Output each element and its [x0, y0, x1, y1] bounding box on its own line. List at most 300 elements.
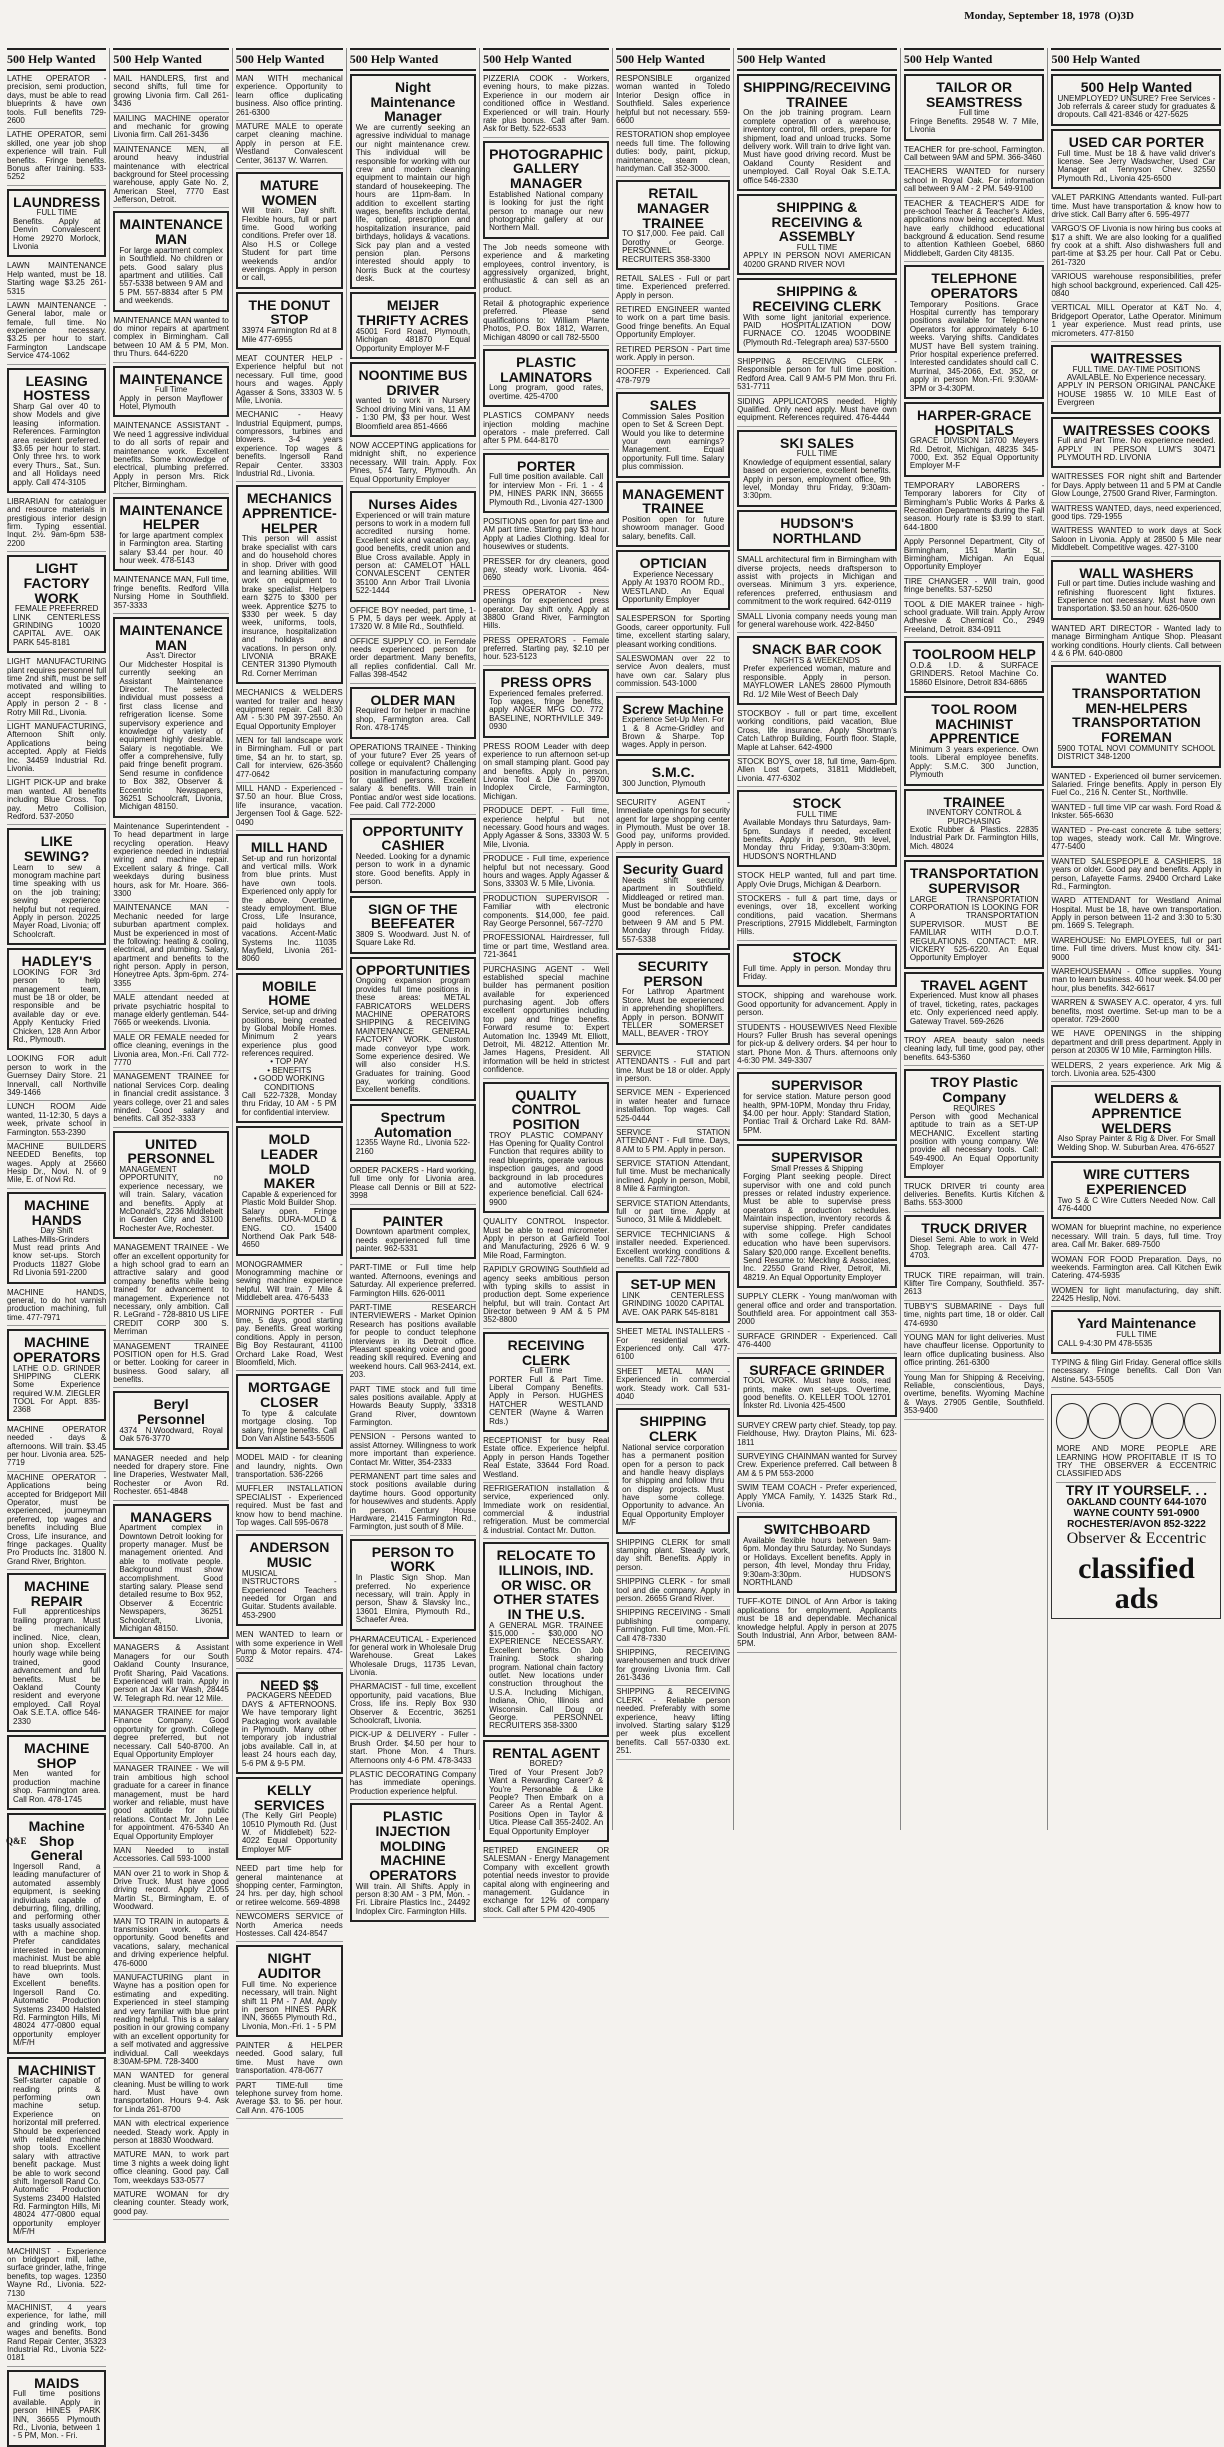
display-ad	[350, 491, 476, 602]
classified-ad: LAWN MAINTENANCE - General labor, male or female, full time. No experience necessary. $3.25 per hour to start. Farmington Landscape Service 474-1062	[7, 300, 106, 365]
display-ad	[904, 74, 1045, 141]
display-ad	[737, 278, 897, 353]
display-ad	[737, 1144, 897, 1288]
ad-title: LAUNDRESS	[13, 193, 101, 210]
ad-subtitle: Day Shift	[40, 1226, 73, 1236]
display-ad	[350, 896, 476, 954]
classified-ad: MUFFLER INSTALLATION SPECIALIST - Experienced required. Must be fast and know how to bend machine. Top wages. Call 595-0678	[236, 1483, 343, 1531]
ad-body: TO $17,000. Fee paid. Call Dorothy or George. PERSONNEL RECRUITERS 358-3300	[622, 229, 725, 264]
ad-body: With some light janitorial experience. PAID HOSPITALIZATION DOW FURNACE CO. 12045 WOODBINE (Plymouth Rd.-Telegraph area) 537-5500	[743, 312, 891, 347]
ad-subtitle: FULL TIME	[36, 208, 77, 218]
ad-title: MAINTENANCE MAN	[119, 622, 223, 653]
display-ad	[616, 759, 730, 794]
classified-ad: WAITRESS WANTED, days, need experienced, good tips. 729-1955	[1051, 503, 1221, 526]
ad-body: Prefer experienced woman, mature and responsible. Apply in person. MAYFLOWER LANES 28600 Plymouth Rd. 1/2 Mile West of Beech Daly	[743, 664, 891, 699]
display-ad	[236, 485, 343, 684]
ad-body: Tired of Your Present Job? Want a Rewarding Career? & You're Personable & Like People? Then Embark on a Career As a Rental Agent. Positions Open in Taylor & Utica. Please Call 355-2402. An Equal Opportunity Employer	[489, 1767, 604, 1836]
display-ad	[616, 1408, 730, 1533]
ad-body: Apply in person Mayflower Hotel, Plymouth	[119, 393, 223, 411]
ad-body: Diesel Semi. Able to work in Weld Shop. Telegraph area. Call 477-4703.	[909, 1234, 1039, 1261]
ad-title: Spectrum Automation	[374, 1108, 452, 1140]
classified-ad: WAITRESSES FOR night shift and Bartender for Days. Apply between 11 and 5 PM at Candle Glow Lounge, 27500 Grand River, Farmington.	[1051, 471, 1221, 502]
classified-ad: TUFF-KOTE DINOL of Ann Arbor is taking applications for employment. Applicants must be 18 and dependable. Mechanical knowledge helpful. Apply in person at 2075 South Industrial, Ann Arbor, between 8AM-5PM.	[737, 1596, 897, 1652]
classified-ad: Apply Personnel Department, City of Birmingham, 151 Martin St., Birmingham, Michigan. An Equal Opportunity Employer	[904, 536, 1045, 576]
classified-ad: MEN for fall landscape work in Birmingham. Full or part time, $4 an hr. to start, sp. Call for interview, 626-3560 477-0642	[236, 735, 343, 783]
classified-ad: MAIL HANDLERS, first and second shifts, full time for growing Livonia firm. Call 261-3436	[113, 73, 228, 113]
classified-ad: WARREN & SWASEY A.C. operator, 4 yrs. full benefits, most overtime. Set-up man to be a operator. 729-2600	[1051, 997, 1221, 1028]
classified-ad: MANUFACTURING plant in Wayne has a position open for estimating and expediting. Experienced in steel stamping and very familiar with blue print reading helpful. This is a salary position in our growing company with an excellent opportunity for a self motivated and aggressive individual. Call weekdays 8:30AM-5PM. 728-3400	[113, 1972, 228, 2070]
ad-title: OPPORTUNITY CASHIER	[362, 822, 464, 854]
display-ad	[350, 1208, 476, 1260]
ad-body: APPLY IN PERSON ORIGINAL PANCAKE HOUSE 19855 W. 10 MILE East of Evergreen	[1057, 381, 1216, 408]
ad-title: KELLY SERVICES	[254, 1781, 325, 1813]
ad-title: WELDERS & APPRENTICE WELDERS	[1091, 1090, 1182, 1136]
ad-bullet: • TOP PAY	[270, 1057, 309, 1067]
classified-ad: PART-TIME or Full time help wanted. Afternoons, evenings and Saturday. All experience preferred. Farmington Hills. 626-0011	[350, 1262, 476, 1302]
classified-ad: MACHINIST, 4 years experience, for lathe, mill and grinding work, top wages and benefits. Bond Rand Repair Center, 35323 Industrial Rd., Livonia 522-0181	[7, 2302, 106, 2367]
ad-subtitle: PACKAGERS NEEDED	[246, 1691, 332, 1701]
ad-title: Night Maintenance Manager	[370, 79, 456, 125]
classified-ad: SERVICE STATION Attendants, full or part time. Apply at Sunoco, 31 Mile & Middlebelt.	[616, 1198, 730, 1229]
ad-body: TROY PLASTIC COMPANY Has Opening for Quality Control Function that requires ability to read blueprints, operate various inspection gauges, and good background in lab procedures and automotive electrical experience beneficial. Call 624-9900	[489, 1130, 604, 1207]
ad-body: Experienced or will train mature persons to work in a modern full accredited nursing home. Excellent sick and vacation pay, good benefits, credit union and Blue Cross available. Apply in person at: CAMELOT HALL CONVALESCENT CENTER 35100 Ann Arbor Trail Livonia 522-1444	[355, 510, 471, 596]
ad-title: ANDERSON MUSIC	[249, 1539, 330, 1571]
classified-ad: TROY AREA beauty salon needs cleaning lady, full time, good pay, other benefits. 643-5360	[904, 1035, 1045, 1066]
classified-ad: PHARMACEUTICAL - Experienced for general work in Wholesale Drug Warehouse. Great Lakes Wholesale Drugs, 11735 Levan, Livonia.	[350, 1634, 476, 1682]
ad-title: TRAINEE	[943, 793, 1005, 810]
display-ad	[616, 550, 730, 610]
classified-ad: MAILING MACHINE operator and mechanic for growing Livonia firm. Call 261-3436	[113, 113, 228, 144]
display-ad	[904, 265, 1045, 399]
ad-body: Required for helper in machine shop, Farmington area. Call Ron. 478-1745	[355, 706, 471, 733]
ad-body: Men wanted for production machine shop. Farmington area. Call Ron. 478-1745	[13, 1769, 101, 1804]
classified-ad: WANTED - full time VIP car wash. Ford Road & Inkster. 565-6630	[1051, 802, 1221, 825]
display-ad	[113, 617, 228, 818]
ad-title: MANAGEMENT TRAINEE	[622, 485, 725, 517]
display-ad	[7, 1813, 106, 2054]
display-ad	[350, 1104, 476, 1162]
display-ad	[236, 172, 343, 289]
ad-title: MACHINIST	[17, 2061, 96, 2078]
classified-ad: TRUCK TIRE repairman, will train. Klifter Tire Company, Southfield. 357-2613	[904, 1270, 1045, 1301]
classified-ad: RESTORATION shop employee needs full time. The following duties: body, paint, pickup, maintenance, steam clean, handyman. Call 352-3000.	[616, 129, 730, 177]
ad-body: Self-starter capable of reading prints & performing own machine setup. Experience on horizontal mill preferred. Should be experienced with related machine shop tools. Excellent salary with attractive benefit package. Must be able to work second shift. Ingersoll Rand Co. Automatic Production Systems 23400 Halsted Rd. Farmington Hills, Mi 48024 477-0800 equal opportunity employer M/F/H	[13, 2076, 101, 2237]
column-heading: 500 Help Wanted	[236, 48, 343, 71]
classified-ad: SMALL architectural firm in Birmingham with diverse projects, needs draftsperson to assist with projects in Michigan and overseas. Minimum 3 yrs. experience, references preferred, enthusiasm and commitment to the work required. 642-0119	[737, 554, 897, 610]
classified-ad: PLASTIC DECORATING Company has immediate openings. Production experience helpful.	[350, 1769, 476, 1800]
classified-ad: PRODUCE DEPT. - Full time, experience helpful but not necessary. Good hours and wages. Apply Agasser & Sons, 33303 W. 5 Mile, Livonia.	[483, 805, 609, 853]
classified-ad: RESPONSIBLE organized woman wanted in Toledo Interior Design office in Southfield. Sales experience helpful but not necessary. 559-6600	[616, 73, 730, 129]
ad-body: 12355 Wayne Rd., Livonia 522-2160	[355, 1138, 471, 1156]
ad-body: UNEMPLOYED? UNSURE? Free Services - Job referrals & career study for graduates & dropouts. Call 421-8346 or 427-5625	[1057, 93, 1216, 120]
classified-ad: RETIRED ENGINEER wanted to work on a part time basis. Good fringe benefits. An Equal Opportunity Employer.	[616, 304, 730, 344]
ad-title: TRANSPORTATION SUPERVISOR	[909, 865, 1039, 896]
ad-title: NIGHT AUDITOR	[257, 1950, 322, 1982]
column-heading: 500 Help Wanted	[1051, 48, 1221, 71]
ad-title: 500 Help Wanted	[1080, 79, 1193, 95]
classified-ad: PRODUCTION SUPERVISOR - Familiar with electronic components. $14,000, fee paid. Ray George Personnel, 567-7270	[483, 893, 609, 933]
classified-ad: PART TIME-full time telephone survey from home. Average $3. to $6. per hour. Call Ann. 476-1005	[236, 2080, 343, 2120]
ad-title: MAINTENANCE	[119, 370, 223, 387]
face-illustration	[1088, 1403, 1120, 1439]
classified-ad: MANAGEMENT TRAINEE for national Services Corp. dealing in financial credit assistance. 3 years college, over 21 and sales minded. Good salary and benefits. Call 352-3333	[113, 1071, 228, 1127]
ad-subtitle: INVENTORY CONTROL & PURCHASING	[926, 808, 1022, 826]
classified-ad: STOCK HELP wanted, full and part time. Apply Ovie Drugs, Michigan & Dearborn.	[737, 870, 897, 893]
classified-ad: STOCKERS - full & part time, days or evenings, over 18, excellent working conditions, paid vacation. Shermans Prescriptions, 27915 Middlebelt, Farmington Hills.	[737, 893, 897, 941]
display-ad	[483, 1082, 609, 1214]
ad-body: Position open for future showroom manager. Good salary, benefits. Call.	[622, 515, 725, 541]
classified-ad: SURVEYING CHAINMAN wanted for Survey Crew. Experience preferred. Call between 8 AM & 5 PM 553-2000	[737, 1451, 897, 1482]
display-ad	[7, 368, 106, 493]
ad-subtitle: FULL TIME	[1116, 1330, 1157, 1340]
display-ad	[1051, 74, 1221, 126]
classified-ad: PICK-UP & DELIVERY - Fuller - Brush Order. $4.50 per hour to start. Phone Mon. 4 Thurs. Afternoons only 4-6 PM. 478-3433	[350, 1729, 476, 1769]
ad-body: Available Mondays thru Saturdays, 9am-5pm. Sundays if needed, excellent benefits. Apply in person, 9th level, Monday thru Friday, 9:30am-3:30pm. HUDSON'S NORTHLAND	[743, 818, 891, 861]
classified-ad: PART TIME stock and full time sales positions available. Apply at Howards Beauty Supply, 33318 Grand River, downtown Farmington.	[350, 1384, 476, 1432]
classified-ad: TEACHERS WANTED for nursery school in Royal Oak. For information call between 9 AM - 2 PM. 549-9100	[904, 166, 1045, 197]
ad-body: Long program, good rates, overtime. 425-4700	[489, 383, 604, 401]
ad-body: Minimum 3 years experience. Own tools. Liberal employee benefits. Apply: S.M.C. 300 Junction, Plymouth	[909, 745, 1039, 780]
display-ad	[737, 1516, 897, 1593]
ad-body: Apply At 19370 ROOM RD., WESTLAND. An Equal Opportunity Employer	[622, 578, 725, 605]
display-ad	[7, 555, 106, 653]
ad-title: OLDER MAN	[370, 691, 456, 708]
ad-body: Forging Plant seeking people. Direct supervisor with one and cold punch presses or related industry experience. Must be able to supervise press operators & production schedules. Maintain inspection, inventory records & supervise shipping. Prefer candidates with some college. High School education who have been supervisors. Salary $20,000 range. Excellent benefits. Send Resume to: Meckling & Associates, Inc. 22550 Grand River, Detroit, Mi. 48219. An Equal Opportunity Employer	[743, 1172, 891, 1282]
classified-ad: SURVEY CREW party chief. Steady, top pay. Fieldhouse, Hwy. Drayton Plains, Mi. 623-1811	[737, 1420, 897, 1451]
ad-body: National service corporation has a permanent position open for a person to pack and handle heavy displays for shipping and follow thru on display projects. Must have some college. Opportunity to advance. An Equal Opportunity Employer M/F	[622, 1442, 725, 1528]
page-folio: (O)3D	[1104, 10, 1134, 22]
classified-ad: WANTED SALESPEOPLE & CASHIERS. 18 years or older. Good pay and benefits. Apply in person, Lafayette Farms. 29400 Orchard Lake Rd., Farmington.	[1051, 856, 1221, 896]
classified-ad: SHEET METAL MAN - Experienced in commercial work. Steady work. Call 531-4040	[616, 1366, 730, 1406]
promo-phone-row: ROCHESTER/AVON 852-3222	[1067, 1519, 1206, 1531]
ad-title: LIGHT FACTORY WORK	[23, 560, 90, 606]
classified-ad: NEWCOMERS SERVICE of North America needs Hostesses. Call 424-8547	[236, 1911, 343, 1942]
display-ad	[616, 481, 730, 548]
classified-ad: PRESSER for dry cleaners, good pay, steady work. Livonia. 464-0690	[483, 556, 609, 587]
classified-ad: VARIOUS warehouse responsibilities, prefer high school background, experienced. Call 425-0840	[1051, 271, 1221, 302]
classified-ad: PART-TIME RESEARCH INTERVIEWERS - Market Opinion Research has positions available for people to conduct telephone interviews in its Detroit office. Pleasant speaking voice and good reading skill required. Evening and weekend hours. Call 963-2414, ext. 203.	[350, 1302, 476, 1384]
classified-ad: WANTED - Pre-cast concrete & tube setters; top wages, steady work. Call Mr. Wingrove. 477-5400	[1051, 825, 1221, 856]
classified-ad: LIGHT PICK-UP and brake man wanted. All benefits including Blue Cross. Top pay. Metro Collision, Redford. 537-2050	[7, 777, 106, 825]
display-ad	[483, 669, 609, 738]
display-ad	[1051, 417, 1221, 469]
display-ad	[1051, 345, 1221, 414]
classified-ad: SHIPPING, RECEIVING warehousemen and truck driver for growing Livonia firm. Call 261-3436	[616, 1647, 730, 1687]
ad-title: PORTER	[516, 457, 576, 474]
ad-title: Beryl Personnel	[137, 1396, 205, 1428]
classified-ad: MAINTENANCE MAN, Full time, fringe benefits. Redford Villa Nursing Home in Southfield. 357-3333	[113, 574, 228, 614]
classified-ad: MAN with electrical experience needed. Steady work. Apply in person at 18830 Woodward.	[113, 2118, 228, 2149]
classified-ad: OPERATIONS TRAINEE - Thinking of your future? Ever 25 years of college or equivalent? Challenging position in manufacturing company for qualified persons. Excellent salary & benefits. Will train in Pontiac and/or west side locations. Fee paid. Call 772-2000	[350, 742, 476, 815]
classified-column-2	[109, 48, 231, 2216]
ad-subtitle: Full Time	[154, 385, 188, 395]
display-ad	[113, 1391, 228, 1449]
face-illustration	[1184, 1403, 1216, 1439]
display-ad	[7, 189, 106, 258]
ad-bullet: • BENEFITS	[267, 1065, 312, 1075]
classified-ad: OFFICE BOY needed, part time, 1-5 PM, 5 days per week. Apply at 17320 W. 8 Mile Rd., Southfield.	[350, 605, 476, 636]
display-ad	[113, 366, 228, 418]
ad-title: SHIPPING/RECEIVING TRAINEE	[743, 79, 891, 110]
display-ad	[904, 1215, 1045, 1267]
ad-body: Full or part time. Duties include washing and refinishing fluorescent light fixtures. Experience not necessary. Must have own transportation. $3.50 an hour. 626-0500	[1057, 579, 1216, 614]
display-ad	[737, 1072, 897, 1141]
classified-ad: VARGO'S OF Livonia is now hiring bus cooks at $17 a shift. We are also looking for a qualified fry cook at a shift. Also dishwashers full and part-time at $3.25 per hour. Call Pat or Cebu. 261-7320	[1051, 223, 1221, 271]
ad-body: Apartment complex in Downtown Detroit looking for property manager. Must be management oriented. And able to motivate people. Background must show accomplishment. Good starting salary. Please send detailed resume to Box 952, Observer & Eccentric Newspapers, 36251 Schoolcraft, Livonia, Michigan 48150.	[119, 1523, 223, 1633]
ad-body: Benefits. Apply at Denvin Convalescent Home 29270 Morlock, Livonia	[13, 216, 101, 251]
display-ad	[350, 957, 476, 1101]
ad-subtitle: FULL TIME	[796, 449, 838, 459]
ad-title: MORTGAGE CLOSER	[248, 1379, 331, 1411]
classified-ad: MAN Needed to install Accessories. Call 593-1000	[113, 1845, 228, 1868]
footer-code: Q&E	[6, 1836, 27, 1846]
ad-body: Two S & C Wire Cutters Needed Now. Call 476-4400	[1057, 1195, 1216, 1213]
classified-ad: RECEPTIONIST for busy Real Estate office. Experience helpful. Apply in person Hands Together Real Estate, 33644 Ford Road. Westland.	[483, 1435, 609, 1483]
classified-ad: SERVICE STATION Attendant, full time. Must be mechanically inclined. Apply in person, Mobil, 8 Mile & Farmington.	[616, 1158, 730, 1198]
classified-ad: SHEET METAL INSTALLERS - For residential work. Experienced only. Call 477-6100	[616, 1326, 730, 1366]
classified-ad: SIDING APPLICATORS needed. Highly Qualified. Only need apply. Must have own equipment. References required. 476-4444	[737, 396, 897, 427]
classified-ad: LIGHT MANUFACTURING, Afternoon Shift only. Applications being accepted. Apply at Fields Inc. 34459 Industrial Rd. Livonia.	[7, 721, 106, 777]
ad-title: Screw Machine	[622, 700, 724, 717]
ad-body: Full apprenticeships trailing program. Must be mechanically inclined. Nice, clean, union shop. Excellent hourly wage while being trained, good advancement and full benefits. Must be Oakland County resident and everyone employed. Call Royal Oak S.E.T.A. office 546-2330	[13, 1607, 101, 1726]
ad-title: PLASTIC INJECTION MOLDING MACHINE OPERATORS	[369, 1808, 457, 1883]
ad-body: Full time. Apply in person. Monday thru Friday.	[743, 963, 891, 981]
ad-subtitle: FULL TIME. DAY-TIME POSITIONS AVAILABLE. No Experience necessary.	[1066, 364, 1207, 383]
classified-ad: MANAGER TRAINEE for major Finance Company. Good opportunity for growth. College degree preferred, but not necessary. Call 540-8700. An Equal Opportunity Employer	[113, 1707, 228, 1763]
ad-body: TOOL WORK. Must have tools, read prints, make own set-ups. Overtime, good benefits. O. KELLER TOOL 12701 Inkster Rd. Livonia 425-4500	[743, 1376, 891, 1411]
ad-title: SNACK BAR COOK	[752, 641, 882, 658]
classified-ad: MODEL MAID - for cleaning and laundry, nights. Own transportation. 536-2266	[236, 1452, 343, 1483]
display-ad	[236, 1534, 343, 1626]
display-ad	[616, 856, 730, 950]
classified-ad: SHIPPING & RECEIVING CLERK - Reliable person needed. Preferably with some experience, heavy lifting involved. Starting salary $129 per week plus excellent benefits. Call 557-0330 ext. 251.	[616, 1686, 730, 1759]
ad-body: Fringe Benefits. 29548 W. 7 Mile, Livonia	[909, 116, 1039, 135]
classified-ad: SECURITY AGENT - Immediate openings for security agent for large shopping center in Plymouth. Must be over 18. Good pay, uniforms provided. Apply in person.	[616, 797, 730, 853]
display-ad	[1051, 1310, 1221, 1353]
display-ad	[737, 1357, 897, 1417]
page-header	[0, 4, 1140, 26]
classified-ad: MILL HAND - Experienced - $7.50 an hour. Blue Cross, life insurance, vacation. Jergensen Tool & Gage. 522-0490	[236, 783, 343, 831]
classified-column-5	[479, 48, 612, 1914]
ad-body: Service, set-up and driving positions, being created by Global Mobile Homes. Minimum 2 years experience plus good references required.	[241, 1007, 337, 1059]
classified-ad: MATURE WOMAN for dry cleaning counter. Steady work, good pay.	[113, 2189, 228, 2220]
classified-ad: RAPIDLY GROWING Southfield ad agency seeks ambitious person with typing skills to assist in production dept. Some experience helpful, but will train. Contact Art Director between 9 AM & 5 PM 352-8800	[483, 1264, 609, 1329]
classified-ad: RETAIL SALES - Full or part time. Experienced preferred. Apply in person.	[616, 273, 730, 304]
ad-title: SUPERVISOR	[771, 1077, 863, 1094]
ad-title: TROY Plastic Company	[930, 1074, 1018, 1105]
ad-title: SECURITY PERSON	[637, 958, 709, 989]
ad-title: MATURE WOMEN	[259, 176, 319, 208]
classified-ad: MEAT COUNTER HELP - Experience helpful but not necessary. Full time, good hours and wages. Apply Agasser & Sons, 33303 W. 5 Mile, Livonia.	[236, 353, 343, 409]
classified-ad: LATHE OPERATOR, semi skilled, one year job shop experience will train. Full benefits. Fringe benefits. Bonus after training. 533-5252	[7, 129, 106, 185]
classified-ad: SERVICE STATION ATTENDANTS - Full and part time. Must be 18 or older. Apply in person.	[616, 1048, 730, 1088]
ad-title: WANTED TRANSPORTATION MEN-HELPERS TRANSPORTATION FOREMAN	[1072, 670, 1201, 746]
classified-ad: POSITIONS open for part time and AM part time. Starting pay $3 hour. Apply at Ladies Clothing. Ideal for housewives or students.	[483, 516, 609, 556]
issue-date: Monday, September 18, 1978	[964, 10, 1100, 22]
classified-ad: MATURE MALE to operate carpet cleaning machine. Apply in person at F.E. Westland Convalescent Center, 36137 W. Warren.	[236, 121, 343, 169]
classified-ad: TEACHER & TEACHER'S AIDE for pre-school Teacher & Teacher's Aides, applications now being accepted. Must have early childhood educational background & education. Send resume to attention Kathleen Goebel, 6860 Middlebelt, Garden City 48135.	[904, 198, 1045, 263]
ad-body: 5900 TOTAL NOVI COMMUNITY SCHOOL DISTRICT 348-1200	[1057, 743, 1216, 762]
classified-ad: TEMPORARY LABORERS - Temporary laborers for City of Birmingham's Public Works & Parks & Recreation Departments during the Fall season. Hourly rate is $3.99 to start. 644-1800	[904, 480, 1045, 536]
ad-body: 3809 S. Woodward. Just N. of Square Lake Rd.	[355, 929, 471, 948]
display-ad	[113, 211, 228, 311]
ad-title: OPTICIAN	[639, 555, 707, 572]
ad-title: TOOLROOM HELP	[912, 646, 1036, 663]
classified-ad: STOCK, shipping and warehouse work. Good opportunity for advancement. Apply in person.	[737, 990, 897, 1021]
ad-subtitle: Full Time	[529, 1366, 563, 1376]
classified-ad: LIGHT MANUFACTURING plant requires personnel full time 2nd shift, must be self motivated and willing to accept responsibilities. Apply in person 2 - 8 - Rotry Mill Rd., Livonia.	[7, 656, 106, 721]
ad-subtitle: Small Presses & Shipping	[770, 1163, 863, 1173]
ad-body: Needed. Looking for a dynamic person to work in a dynamic store. Good benefits. Apply in person.	[355, 852, 471, 887]
classified-ad: OFFICE SUPPLY CO. in Ferndale needs experienced person for order department. Many benefits, all replies confidential. Call Mr. Fallas 398-4542	[350, 636, 476, 684]
display-ad	[616, 953, 730, 1045]
classified-ad: MACHINE HANDS, general, to do hot varnish production machining, full time. 477-7971	[7, 1287, 106, 1327]
ad-body: Full time positions available. Apply in person HINES PARK INN, 36655 Plymouth Rd., Livonia, between 1 - 5 PM, Mon. - Fri.	[13, 2389, 101, 2441]
classified-ad: MACHINE BUILDERS NEEDED Benefits, top wages. Apply at 25660 Hesip Dr., Novi. N. of 9 Mile, E. of Novi Rd.	[7, 1141, 106, 1189]
classified-ad: WOMEN for light manufacturing, day shift. 22425 Heslip, Novi.	[1051, 1285, 1221, 1308]
classified-ad: PIZZERIA COOK - Workers, evening hours, to make pizzas. Experience in our modern air conditioned office in Westland. Experienced or will train. Hourly rate plus bonus. Call after 9am. Ask for Betty. 522-6533	[483, 73, 609, 138]
ad-title: SHIPPING CLERK	[639, 1413, 707, 1445]
ad-body: Will train. Day shift. Flexible hours, full or part time. Good working conditions. Prefer over 18. Also H.S or College Student for part time weekends and/or evenings. Apply in person or call,	[241, 206, 337, 283]
display-ad	[236, 973, 343, 1123]
classified-ad: SALESWOMAN over 22 to service Avon dealers, must have own car. Salary plus commission. 543-1000	[616, 653, 730, 693]
classified-ad: MAINTENANCE MAN wanted to do minor repairs at apartment complex in Birmingham. Call between 10 AM & 5 PM, Mon. thru Thurs. 644-6220	[113, 315, 228, 363]
display-ad	[236, 1945, 343, 2037]
ad-body: Experience Set-Up Men. For 1 & 8 Acme-Gridley and Brown & Sharpe. Top wages. Apply in person.	[622, 715, 725, 750]
ad-title: MOLD LEADER MOLD MAKER	[260, 1131, 319, 1192]
display-ad	[236, 1126, 343, 1255]
ad-title: TRUCK DRIVER	[921, 1219, 1028, 1236]
ad-body: Set-up and run horizontal and vertical mills. Work from blue prints. Must have own tools. Experienced only apply for the above. Overtime, steady employment. Blue Cross, Life Insurance, paid holidays and vacations. Accent-Matic Systems Inc. 11035 Mayfield, Livonia 261-8060	[241, 853, 337, 964]
classified-ad: PLASTICS COMPANY needs injection molding machine operators - male preferred. Call after 5 PM. 644-8170	[483, 410, 609, 450]
ad-title: PRESS OPRS	[500, 673, 592, 690]
display-ad	[904, 641, 1045, 693]
ad-title: MOBILE HOME	[262, 977, 317, 1009]
classified-ad: MECHANICS & WELDERS wanted for trailer and heavy equipment repair. Call 8:30 AM - 5:30 PM 397-2550. An Equal Opportunity Employer	[236, 687, 343, 735]
classified-ad: TEACHER for pre-school, Farmington. Call between 9AM and 5PM. 366-3460	[904, 144, 1045, 167]
display-ad	[7, 1329, 106, 1421]
classified-ad: SHIPPING & RECEIVING CLERK - Responsible person for full time position. Redford Area. Call 9 AM-5 PM Mon. thru Fri. 531-7711	[737, 356, 897, 396]
ad-body: LOOKING FOR 3rd person to help management team, must be 18 or older, be responsible and be available day or eve. Apply Kentucky Fried Chicken, 128 Ann Arbor Rd., Plymouth.	[13, 967, 101, 1044]
classified-ad: MANAGEMENT TRAINEE POSITION open for H.S. Grad or better. Looking for career in business. Good salary, all benefits.	[113, 1341, 228, 1389]
ad-body: In Plastic Sign Shop. Man preferred. No experience necessary, will train. Apply in person, Shaw & Slavsky Inc., 13601 Elmira, Plymouth Rd., Schaefer Area.	[355, 1573, 471, 1625]
ad-body: 4374 N.Woodward, Royal Oak 576-3770	[119, 1425, 223, 1444]
ad-title: SUPERVISOR	[771, 1149, 863, 1166]
display-ad	[7, 2057, 106, 2243]
ad-body: For large apartment complex in Southfield. No children or pets. Good salary plus apartment and utilities. Call 557-5338 between 9 AM and 5 PM. 557-8834 after 5 PM and weekends.	[119, 245, 223, 306]
ad-title: TRAVEL AGENT	[920, 976, 1028, 993]
classified-ad: PHARMACIST - full time, excellent opportunity, paid vacations, Blue Cross, life ins. Reply Box 930 Observer & Eccentric, 36251 Schoolcraft, Livonia.	[350, 1681, 476, 1729]
classified-ad: VERTICAL MILL Operator at K&T No. 4, Bridgeport Operator, Lathe Operator. Minimum 1 year experience. Must read prints, use micrometers. 477-8150	[1051, 302, 1221, 342]
display-ad	[737, 194, 897, 275]
ad-title: Nurses Aides	[368, 495, 458, 512]
ad-title: WAITRESSES COOKS	[1062, 421, 1210, 438]
classified-ad: MAN over 21 to work in Shop & Drive Truck. Must have good driving record. Apply 21055 Martin St., Birmingham, E. of Woodward.	[113, 1868, 228, 1916]
display-ad	[350, 362, 476, 437]
promo-banner: MORE AND MORE PEOPLE ARE LEARNING HOW PROFITABLE IT IS TO TRY THE OBSERVER & ECCENTRIC CLASSIFIED ADS	[1056, 1443, 1216, 1483]
classified-promo	[1051, 1394, 1221, 1619]
ad-title: LEASING HOSTESS	[23, 372, 91, 404]
classified-ad: WAREHOUSE: No EMPLOYEES, full or part time. Full time drivers. Must know city. 341-9000	[1051, 935, 1221, 966]
ad-title: SHIPPING & RECEIVING & ASSEMBLY	[771, 198, 863, 245]
classified-ad: PROFESSIONAL Hairdresser, full time or part time, Westland area. 721-3641	[483, 932, 609, 963]
classified-ad: STOCK BOYS, over 18, full time, 9am-6pm. Allen Lost Carpets, 31811 Middlebelt, Livonia. 477-6302	[737, 756, 897, 787]
classified-ad: PRESS ROOM Leader with deep experience to run afternoon set-up on small stamping plant. Good pay and benefits. Apply in person, Livonia Tool & Die Co., 39700 Indoplex Circle, Farmington, Michigan.	[483, 741, 609, 806]
classified-ad: NEED part time help for general maintenance at shopping center, Farmington, 24 hrs. per day, high school or retiree welcome. 569-4898	[236, 1863, 343, 1911]
ad-body: wanted to work in Nursery School driving Mini vans, 11 AM - 1:30 PM, $3 per hour. West Bloomfield area 851-4666	[355, 396, 471, 431]
classified-column-6	[612, 48, 733, 1830]
ad-subtitle: FULL TIME	[796, 242, 838, 252]
classified-ad: SUPPLY CLERK - Young man/woman with general office and order and transportation. Southfield area. For appointment call 353-2000	[737, 1291, 897, 1331]
ad-body: (The Kelly Girl People) 10510 Plymouth Rd. (Just W. of Middlebelt) 522-4022 Equal Opportunity Employer M/F	[241, 1811, 337, 1854]
classified-ad: WANTED - Experienced oil burner servicemen. Salaried. Fringe benefits. Apply in person Ely Fuel Co., 216 N. Center St., Northville.	[1051, 771, 1221, 802]
ad-body: This person will assist brake specialist with cars and do household chores in shop. Driver with good and learning abilities. Will work on equipment to brake specialist. Helpers earn $275 to $300 per week. Apprentice $275 to $330 per week. 5 day week, uniforms, tools, insurance, hospitalization and holidays and vacations. In person only. LIVONIA BRAKE CENTER 31390 Plymouth Rd. Corner Merriman	[241, 534, 337, 678]
ad-title: MANAGERS	[130, 1508, 212, 1525]
ad-body: On the job training program. Learn complete operation of a warehouse, inventory control, fill orders, prepare for shipment, load and unload trucks. Some delivery work. Will train to drive light van. Must have good driving record. Must be Oakland County Resident and unemployed. Call Royal Oak S.E.T.A. office 546-2330	[743, 108, 891, 185]
classified-ad: STUDENTS - HOUSEWIVES Need Flexible Hours? Fuller Brush has several openings for pick-up & delivery orders. $4 per hour to start. Phone Mon. & Thurs. afternoons only 4-6:30 PM. 349-3307	[737, 1022, 897, 1070]
ad-title: MACHINE OPERATORS	[13, 1334, 101, 1365]
ad-title: S.M.C.	[651, 763, 695, 780]
ad-body: Commission Sales Position open to Set & Screen Dept. Would you like to determine your own earnings? Management. Equal opportunity. Full time. Salary plus commission.	[622, 411, 725, 472]
ad-subtitle: FEMALE PREFERRED	[14, 604, 99, 614]
classified-ad: MAINTENANCE ASSISTANT - We need 1 aggressive individual to do all sorts of repair and maintenance work. Excellent benefits. Some knowledge of electrical, plumbing preferred. Apply in person Mrs. Rick Pitcher, Birmingham.	[113, 420, 228, 493]
classified-ad: MANAGEMENT TRAINEE - We offer an excellent opportunity for a high school grad to earn an attractive salary and good company benefits while being trained for advancement to management. Experience not necessary, only ambition. Call R. LeGrand - 728-8810 US LIFE CREDIT CORP 300 S. Merriman	[113, 1242, 228, 1340]
ad-title: TOOL ROOM MACHINIST APPRENTICE	[929, 700, 1020, 747]
ad-title: TELEPHONE OPERATORS	[930, 270, 1018, 301]
column-heading: 500 Help Wanted	[7, 48, 106, 71]
classified-ad: The Job needs someone with experience and & marketing employees, control inventory, is aggressively organized, bright, enthusiastic & can sell as an product.	[483, 242, 609, 298]
classified-column-7	[733, 48, 900, 1830]
ad-body: Exotic Rubber & Plastics. 22835 Industrial Park Dr. Farmington Hills, Mich. 48024	[909, 825, 1039, 851]
face-illustration	[1056, 1403, 1088, 1439]
ad-title: PAINTER	[382, 1212, 444, 1229]
classified-column-8	[900, 48, 1048, 1830]
classified-ad: WELDERS, 2 years experience. Ark Mig & torch. Livonia area. 525-4300	[1051, 1060, 1221, 1083]
display-ad	[7, 1735, 106, 1810]
classified-ad: LAWN MAINTENANCE Help wanted, must be 18. Starting wage $3.25 261-5315	[7, 260, 106, 300]
face-illustration	[1152, 1403, 1184, 1439]
display-ad	[113, 1131, 228, 1240]
classified-ad: MANAGER needed and help needed for drapery store. Fine line Draperies, Westwater Mall, Rochester or Avon Rd. Rochester. 651-4848	[113, 1453, 228, 1501]
classified-ad: RETIRED PERSON - Part time work. Apply in person.	[616, 344, 730, 367]
display-ad	[904, 789, 1045, 858]
ad-body: O.D.& I.D. & SURFACE GRINDERS. Retool Machine Co. 15860 Elsinore, Detroit 834-6865	[909, 660, 1039, 687]
promo-faces	[1056, 1403, 1216, 1439]
ad-body: A GENERAL MGR. TRAINEE $15,000 - $30,000 NO EXPERIENCE NECESSARY. Excellent benefits. On Job Training. Stock sharing program. National chain factory outlet. New locations under construction throughout the U.S.A. Including Michigan, Indiana, Ohio, Illinois and Wisconsin. Call Doug or George. PERSONNEL RECRUITERS 358-3300	[489, 1620, 604, 1731]
ad-title: SURFACE GRINDER	[749, 1361, 885, 1378]
column-heading: 500 Help Wanted	[737, 48, 897, 71]
classified-ad: LIBRARIAN for cataloguer and resource materials in prestigious interior design firm. Typing essential. Inqut. 2½. 9am-6pm 538-2200	[7, 496, 106, 552]
ad-title: SKI SALES	[780, 434, 854, 451]
ad-body: Ingersoll Rand, a leading manufacturer of automated assembly equipment, is seeking individuals capable of deburring, filing, drilling, and performing other tasks usually associated with a machine shop. Prefer candidates interested in becoming machinist. Must be able to read blueprints. Must have own tools. Excellent benefits. Ingersoll Rand Co. Automatic Production Systems 23400 Halsted Rd. Farmington Hills, Mi 48024 477-0800 equal opportunity employer M/F/H	[13, 1861, 101, 2048]
ad-title: STOCK	[792, 795, 842, 812]
ad-title: WAITRESSES	[1090, 349, 1183, 366]
ad-body: LINK CENTERLESS GRINDING 10020 CAPITAL AVE. OAK PARK 545-8181	[13, 612, 101, 647]
classified-ad: MONOGRAMMER - Monogramming machine or sewing machine experience helpful. Will train. 7 Mile & Middlebelt area. 476-5433	[236, 1259, 343, 1307]
classified-ad: STOCKBOY - full or part time, excellent working conditions, paid vacation, Blue Cross, life insurance. Apply Shortman's Catch Lathrop Building, Fourth floor. Staple, Maple at Lahser. 642-4900	[737, 708, 897, 756]
ad-title: PERSON TO WORK	[371, 1543, 454, 1575]
ad-body: To type & calculate mortgage closing. Top salary, fringe benefits. Call Don Van Alstine 543-5505	[241, 1408, 337, 1443]
ad-body: Lathes-Mills-Grinders Must read prints And know set-ups. Storch Products 11827 Globe Rd Livonia 591-2200	[13, 1234, 101, 1278]
ad-body: DAYS & AFTERNOONS. We have temporary light Packaging work available in Plymouth. Many other temporary job industrial jobs available. Call in, at least 24 hours each day, 5-6 PM & 9-5 PM.	[241, 1699, 337, 1768]
classified-ad: TIRE CHANGER - Will train, good fringe benefits. 537-5250	[904, 576, 1045, 599]
classified-ad: VALET PARKING Attendants wanted. Full-part time. Must have transportation & know how to drive stick. Call Barry after 6. 595-4977	[1051, 192, 1221, 223]
display-ad	[236, 834, 343, 970]
promo-brand: classified ads	[1078, 1552, 1195, 1616]
classified-ad: MAN WANTED for general cleaning. Must be willing to work hard. Must have own transportation. Hours 9-4. Ask for Linda 261-8700	[113, 2070, 228, 2118]
classified-column-3	[232, 48, 346, 2115]
classified-ad: SURFACE GRINDER - Experienced. Call 476-4400	[737, 1331, 897, 1354]
